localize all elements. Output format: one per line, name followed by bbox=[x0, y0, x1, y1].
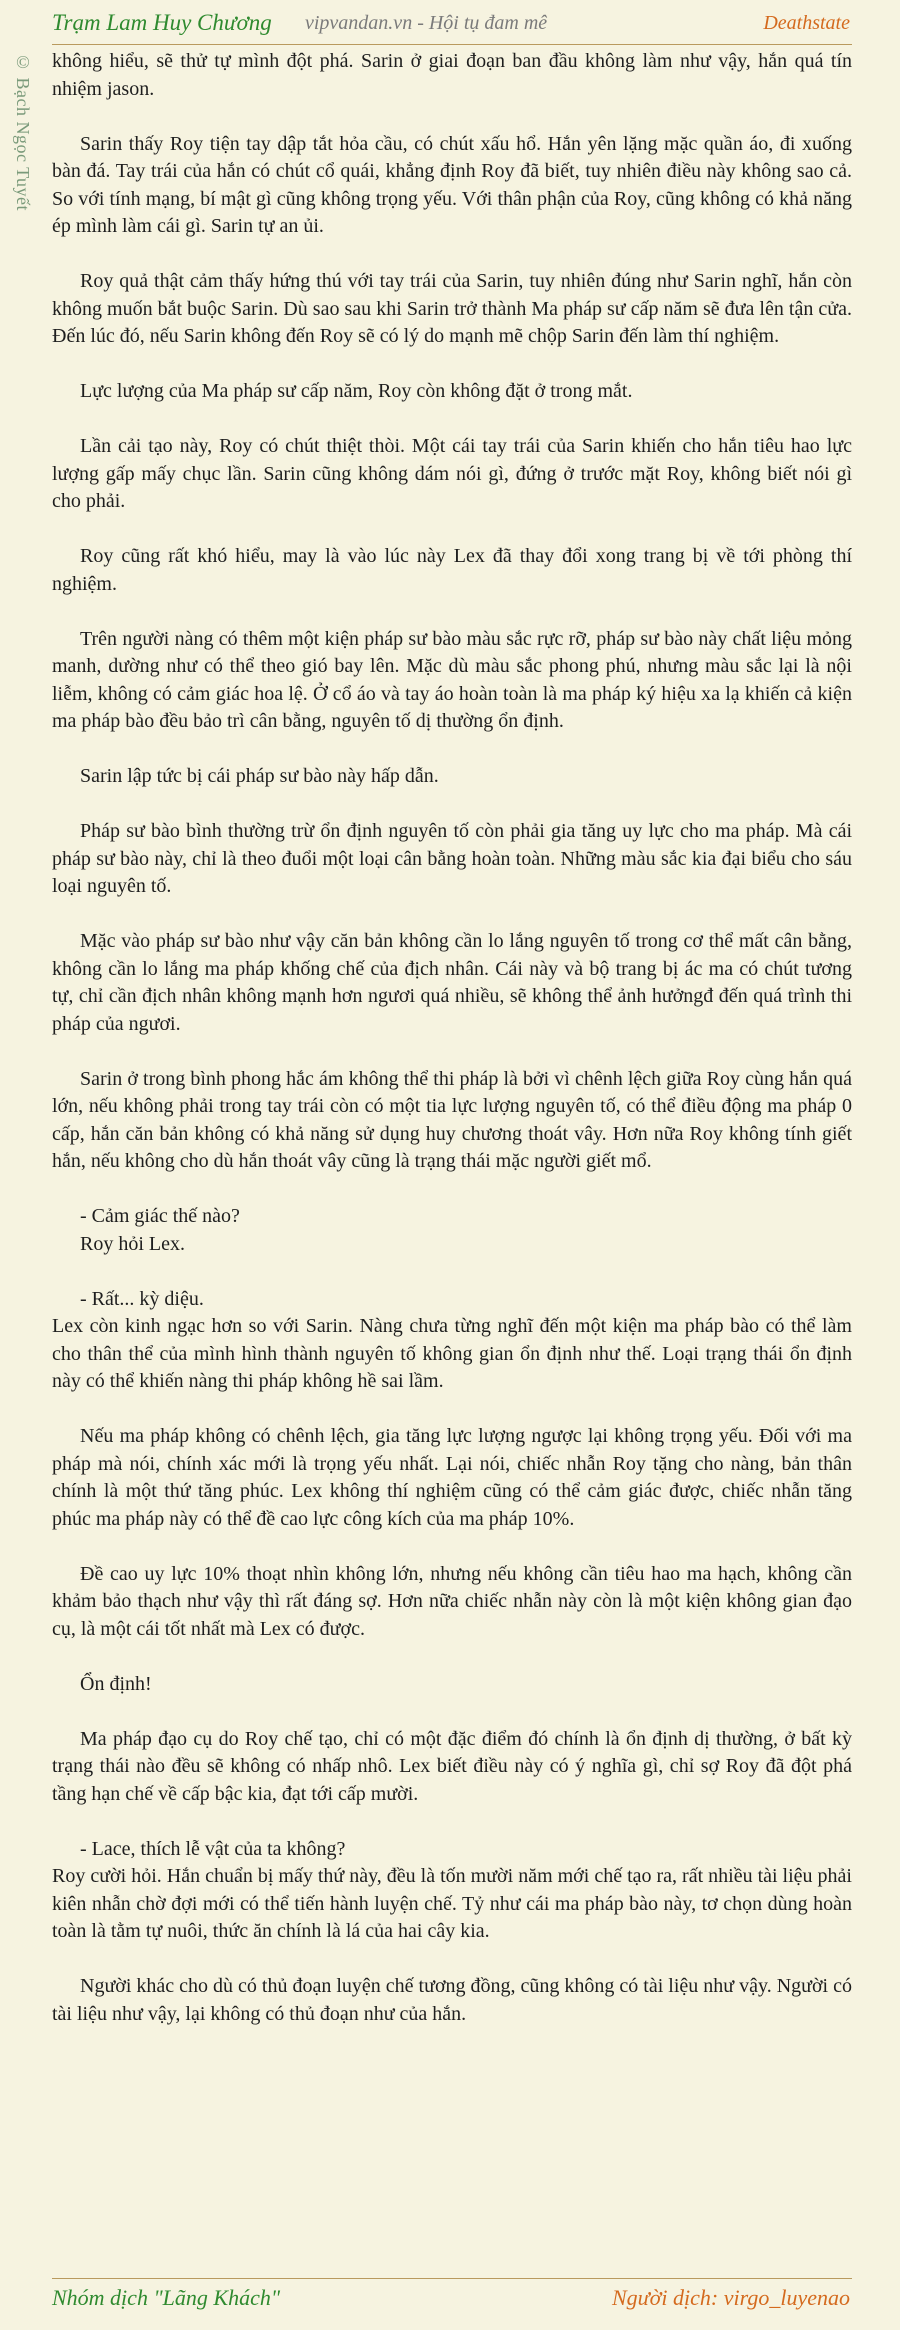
book-title: Deathstate bbox=[763, 12, 850, 34]
chapter-text bbox=[52, 48, 852, 2056]
dialogue-line: - Cảm giác thế nào? bbox=[80, 1205, 240, 1227]
paragraph: Trên người nàng có thêm một kiện pháp sư bào màu sắc rực rỡ, pháp sư bào này chất liệu mỏng manh, dường như có thể theo gió bay lên. Mặc dù màu sắc phong phú, nhưng màu sắc lại là nội liễm, không có cảm giác hoa lệ. Ở cổ áo và tay áo hoàn toàn là ma pháp ký hiệu xa lạ khiến cả kiện ma pháp bào đều bảo trì cân bằng, nguyên tố dị thường ổn định. bbox=[52, 627, 852, 732]
paragraph: Sarin ở trong bình phong hắc ám không thể thi pháp là bởi vì chênh lệch giữa Roy cùng hắn quá lớn, nếu không phải trong tay trái còn có một tia lực lượng nguyên tố, có thể điều động ma pháp 0 cấp, hắn căn bản không có khả năng sử dụng huy chương thoát vây. Hơn nữa Roy không tính giết hắn, nếu không cho dù hắn thoát vây cũng là trạng thái mặc người giết mổ. bbox=[52, 1067, 852, 1172]
paragraph: Lần cải tạo này, Roy có chút thiệt thòi. Một cái tay trái của Sarin khiến cho hắn tiêu hao lực lượng gấp mấy chục lần. Sarin cũng không dám nói gì, đứng ở trước mặt Roy, không biết nói gì cho phải. bbox=[52, 435, 852, 512]
dialogue-line: - Lace, thích lễ vật của ta không? bbox=[80, 1837, 346, 1860]
paragraph: Người khác cho dù có thủ đoạn luyện chế tương đồng, cũng không có tài liệu như vậy. Người có tài liệu như vậy, lại không có thủ đoạn như của hắn. bbox=[52, 1975, 852, 2025]
dialogue-line: - Rất... kỳ diệu. bbox=[80, 1287, 204, 1310]
paragraph: Roy cũng rất khó hiểu, may là vào lúc này Lex đã thay đổi xong trang bị về tới phòng thí nghiệm. bbox=[52, 545, 852, 595]
site-name: Trạm Lam Huy Chương bbox=[52, 10, 272, 35]
paragraph: không hiểu, sẽ thử tự mình đột phá. Sarin ở giai đoạn ban đầu không làm như vậy, hắn quá tín nhiệm jason. bbox=[52, 50, 852, 100]
translator-credit: Người dịch: virgo_luyenao bbox=[612, 2285, 850, 2310]
paragraph: Đề cao uy lực 10% thoạt nhìn không lớn, nhưng nếu không cần tiêu hao ma hạch, không cần khảm bảo thạch như vậy thì rất đáng sợ. Hơn nữa chiếc nhẫn này còn là một kiện không gian đạo cụ, là một cái tốt nhất mà Lex có được. bbox=[52, 1562, 852, 1640]
paragraph: Nếu ma pháp không có chênh lệch, gia tăng lực lượng ngược lại không trọng yếu. Đối với ma pháp mà nói, chính xác mới là trọng yếu nhất. Lại nói, chiếc nhẫn Roy tặng cho nàng, bản thân chính là một thứ tăng phúc. Lex không thí nghiệm cũng có thể cảm giác được, chiếc nhẫn tăng phúc ma pháp này có thể đề cao lực công kích của ma pháp 10%. bbox=[52, 1425, 852, 1530]
paragraph: Lex còn kinh ngạc hơn so với Sarin. Nàng chưa từng nghĩ đến một kiện ma pháp bào có thể làm cho thân thể của mình hình thành nguyên tố không gian ổn định như thế. Loại trạng thái ổn định này có thể khiến nàng thi pháp không hề sai lầm. bbox=[52, 1315, 852, 1392]
paragraph: Pháp sư bào bình thường trừ ổn định nguyên tố còn phải gia tăng uy lực cho ma pháp. Mà cái pháp sư bào này, chỉ là theo đuổi một loại cân bằng hoàn toàn. Những màu sắc kia đại biểu cho sáu loại nguyên tố. bbox=[52, 820, 852, 897]
translation-group: Nhóm dịch "Lãng Khách" bbox=[52, 2285, 281, 2310]
paragraph: Mặc vào pháp sư bào như vậy căn bản không cần lo lắng nguyên tố trong cơ thể mất cân bằng, không cần lo lắng ma pháp khống chế của địch nhân. Cái này và bộ trang bị ác ma có chút tương tự, chỉ cần địch nhân không mạnh hơn ngươi quá nhiều, sẽ không thể ảnh hưởngđ đến quá trình thi pháp của ngươi. bbox=[52, 930, 852, 1035]
paragraph: Roy cười hỏi. Hắn chuẩn bị mấy thứ này, đều là tốn mười năm mới chế tạo ra, rất nhiều tài liệu phải kiên nhẫn chờ đợi mới có thể tiến hành luyện chế. Tỷ như cái ma pháp bào này, tơ chọn dùng hoàn toàn là tằm tự nuôi, thức ăn chính là lá của hai cây kia. bbox=[52, 1865, 852, 1942]
paragraph: Sarin thấy Roy tiện tay dập tắt hỏa cầu, có chút xấu hổ. Hắn yên lặng mặc quần áo, đi xuống bàn đá. Tay trái của hắn có chút cổ quái, khẳng định Roy đã biết, tuy nhiên điều này không sao cả. So với tính mạng, bí mật gì cũng không trọng yếu. Với thân phận của Roy, cũng không có khả năng ép mình làm cái gì. Sarin tự an ủi. bbox=[52, 132, 852, 237]
page-footer bbox=[52, 2278, 852, 2319]
paragraph: Lực lượng của Ma pháp sư cấp năm, Roy còn không đặt ở trong mắt. bbox=[80, 380, 633, 402]
paragraph: Ổn định! bbox=[80, 1672, 152, 1695]
page-header bbox=[52, 8, 852, 45]
paragraph: Sarin lập tức bị cái pháp sư bào này hấp dẫn. bbox=[80, 765, 439, 787]
paragraph: Roy hỏi Lex. bbox=[80, 1232, 185, 1255]
site-tagline: vipvandan.vn - Hội tụ đam mê bbox=[305, 12, 548, 34]
copyright-watermark: © Bạch Ngọc Tuyết bbox=[13, 52, 33, 211]
paragraph: Ma pháp đạo cụ do Roy chế tạo, chỉ có một đặc điểm đó chính là ổn định dị thường, ở bất kỳ trạng thái nào đều sẽ không có nhấp nhô. Lex biết điều này có ý nghĩa gì, chỉ sợ Roy đã đột phá tầng hạn chế về cấp bậc kia, đạt tới cấp mười. bbox=[52, 1727, 852, 1805]
paragraph: Roy quả thật cảm thấy hứng thú với tay trái của Sarin, tuy nhiên đúng như Sarin nghĩ, hắn còn không muốn bắt buộc Sarin. Dù sao sau khi Sarin trở thành Ma pháp sư cấp năm sẽ đưa lên tận cửa. Đến lúc đó, nếu Sarin không đến Roy sẽ có lý do mạnh mẽ chộp Sarin đến làm thí nghiệm. bbox=[52, 270, 852, 347]
